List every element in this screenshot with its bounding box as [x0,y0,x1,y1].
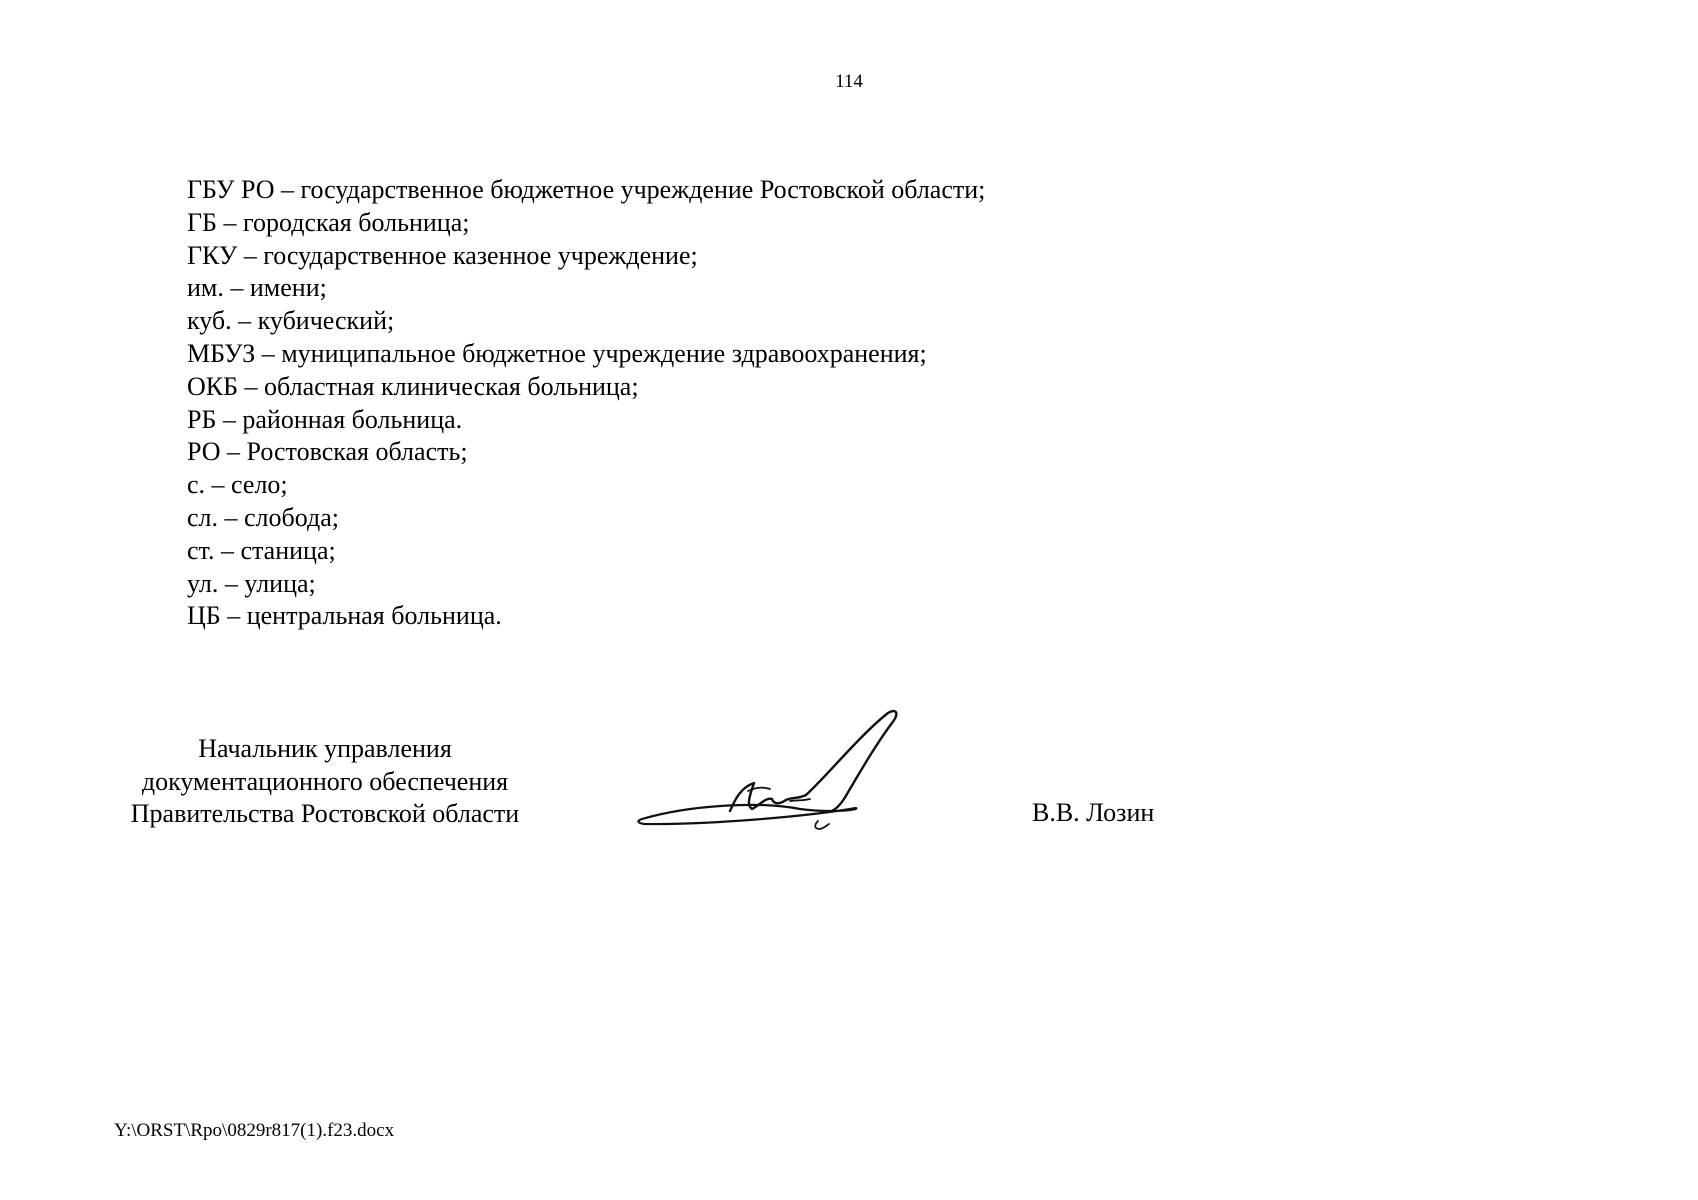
abbreviation-item: ОКБ – областная клиническая больница; [187,371,639,401]
signer-position-line: Правительства Ростовской области [130,799,520,828]
signer-position-line: Начальник управления [198,734,452,763]
abbreviation-item: куб. – кубический; [187,306,395,336]
abbreviation-item: РБ – районная больница. [187,404,463,434]
abbreviation-item: ул. – улица; [187,568,316,598]
abbreviation-item: сл. – слобода; [187,502,340,532]
abbreviation-item: РО – Ростовская область; [187,437,468,467]
signer-position-line: документационного обеспечения [141,766,509,796]
abbreviation-item: ст. – станица; [187,535,336,565]
abbreviation-item: МБУЗ – муниципальное бюджетное учреждение здравоохранения; [187,338,927,368]
signer-name: В.В. Лозин [1032,798,1155,827]
signer-position [100,733,550,831]
abbreviation-item: ЦБ – центральная больница. [187,601,502,631]
page-number: 114 [835,71,863,92]
abbreviation-item: ГБ – городская больница; [187,207,470,237]
abbreviations-list [187,174,985,633]
abbreviation-item: ГБУ РО – государственное бюджетное учреждение Ростовской области; [187,175,986,204]
abbreviation-item: с. – село; [187,470,288,500]
file-path: Y:\ORST\Rpo\0829r817(1).f23.docx [114,1120,395,1141]
handwritten-signature-icon [630,705,920,835]
abbreviation-item: им. – имени; [187,273,327,303]
abbreviation-item: ГКУ – государственное казенное учреждение; [187,240,698,270]
